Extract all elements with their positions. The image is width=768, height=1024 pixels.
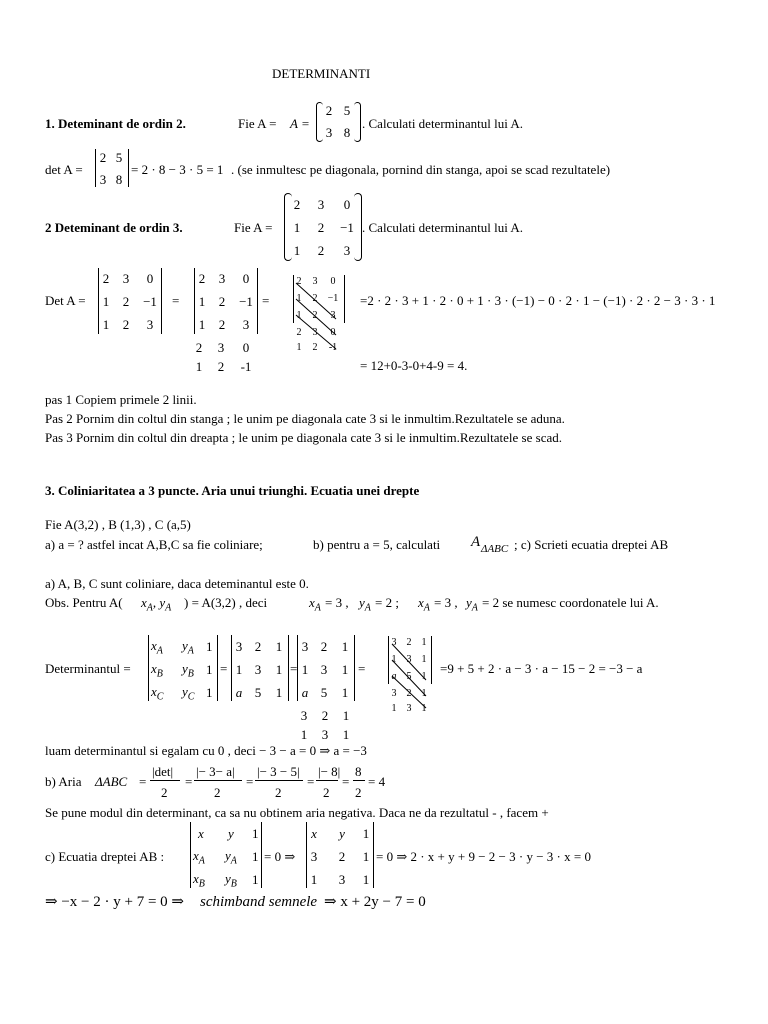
s2-sarrus-cell: 2: [312, 342, 318, 353]
s2-det1-cell: −1: [143, 294, 157, 309]
s1-det-cell: 2: [99, 150, 107, 165]
s3-c-calc: = 0 ⇒ 2 · x + y + 9 − 2 − 3 · y − 3 · x = 0: [376, 849, 591, 864]
frac-bar: [316, 780, 338, 781]
det-cell: 1: [206, 662, 213, 677]
det-cell: $x_A$: [151, 638, 163, 657]
frac-numerator: |− 3− a|: [196, 764, 235, 779]
s2-matrix-cell: 0: [343, 197, 351, 212]
s3-extra-cell: 1: [342, 727, 350, 742]
frac-bar: [194, 780, 242, 781]
s3-extra-cell: 1: [342, 708, 350, 723]
diagonal-line: [392, 660, 426, 696]
s2-calc: =2 · 2 · 3 + 1 · 2 · 0 + 1 · 3 · (−1) − 0 · 2 · 1 − (−1) · 2 · 2 − 3 · 3 · 1: [360, 293, 716, 308]
det-cell: $y_A$: [225, 848, 237, 867]
xa-symbol: $x_A$: [418, 595, 430, 614]
det-cell: 1: [275, 639, 283, 654]
s2-sarrus-cell: 3: [330, 310, 336, 321]
s2-sarrus-cell: -1: [328, 342, 338, 353]
ya-symbol: $y_A$: [359, 595, 371, 614]
s3-sarrus-cell: 1: [421, 688, 427, 699]
s1-matrix-cell: 3: [325, 125, 333, 140]
diagonal-line: [392, 644, 426, 680]
s1-matrix-cell: 2: [325, 103, 333, 118]
s1-note: . (se inmultesc pe diagonala, pornind din stanga, apoi se scad rezultatele): [231, 162, 611, 177]
s3-points: Fie A(3,2) , B (1,3) , C (a,5): [45, 517, 191, 532]
s3-sarrus-cell: 1: [391, 654, 397, 665]
s1-task: . Calculati determinantul lui A.: [362, 116, 524, 131]
s2-det1-cell: 3: [122, 271, 130, 286]
c-eq0: = 0 ⇒: [264, 849, 296, 864]
s2-extra-cell: 3: [217, 340, 225, 355]
equals-sign: =: [290, 661, 298, 676]
s1-matrix-cell: 8: [343, 125, 351, 140]
s3-det-label: Determinantul =: [45, 661, 131, 676]
det-cell: 1: [310, 872, 318, 887]
s3-sarrus-diagonals: [388, 636, 438, 716]
s3-sarrus-cell: 5: [406, 671, 412, 682]
s3-aria-label: b) Aria: [45, 774, 82, 789]
s3-sarrus-cell: 1: [421, 703, 427, 714]
det-cell: 5: [320, 685, 328, 700]
s2-matrix-cell: 3: [343, 243, 351, 258]
s3-final-2: schimband semnele: [200, 894, 318, 910]
s3-c-label: c) Ecuatia dreptei AB :: [45, 849, 165, 864]
s3-obs-1: Obs. Pentru A(: [45, 595, 123, 610]
s1-det-cell: 3: [99, 172, 107, 187]
s2-sarrus-cell: 3: [312, 276, 318, 287]
diagonal-line: [296, 299, 336, 335]
det-cell: 1: [275, 685, 283, 700]
det-cell: 2: [338, 849, 346, 864]
s1-matrix-cell: 5: [343, 103, 351, 118]
area-subscript: ΔABC: [481, 543, 509, 555]
s3-answer-a: a) A, B, C sunt coliniare, daca deteminantul este 0.: [45, 576, 309, 591]
equals-sign: =: [262, 293, 270, 308]
det-cell: $y_B$: [225, 871, 237, 890]
s3-question-b: b) pentru a = 5, calculati: [313, 537, 441, 552]
s3-question-a: a) a = ? astfel incat A,B,C sa fie coliniare;: [45, 537, 263, 552]
s3-final-3: ⇒ x + 2y − 7 = 0: [324, 894, 426, 910]
det-cell: 3: [235, 639, 243, 654]
s3-conclusion: luam determinantul si egalam cu 0 , deci − 3 − a = 0 ⇒ a = −3: [45, 743, 367, 758]
s1-det-cell: 8: [115, 172, 123, 187]
frac-denominator: 2: [214, 785, 221, 800]
s2-sarrus-cell: 2: [296, 327, 302, 338]
det-cell: 1: [341, 662, 349, 677]
s2-step: Pas 3 Pornim din coltul din dreapta ; le unim pe diagonala cate 3 si le inmultim.Rezultatele se scad.: [45, 430, 562, 445]
equals-sign: =: [139, 774, 147, 789]
xa-symbol: $x_A$, $y_A$: [141, 595, 172, 614]
s2-extra-cell: 1: [195, 359, 203, 374]
frac-denominator: 2: [355, 785, 362, 800]
s3-modul-note: Se pune modul din determinant, ca sa nu obtinem aria negativa. Daca ne da rezultatul - , facem +: [45, 805, 549, 820]
s2-extra-cell: 2: [195, 340, 203, 355]
s1-fie-label: Fie A =: [238, 116, 277, 131]
frac-bar: [150, 780, 180, 781]
s2-extra-cell: -1: [240, 359, 252, 374]
det-cell: $x_B$: [193, 871, 205, 890]
ya-symbol: $y_A$: [466, 595, 478, 614]
frac-denominator: 2: [275, 785, 282, 800]
equals-sign: =: [185, 774, 193, 789]
s1-calc: = 2 · 8 − 3 · 5 = 1: [131, 162, 224, 177]
det-cell: 1: [252, 826, 259, 841]
s3-obs-2: ) = A(3,2) , deci: [184, 595, 268, 610]
s2-matrix-cell: −1: [340, 220, 354, 235]
s3-sarrus-cell: 2: [406, 688, 412, 699]
s3-question-c: ; c) Scrieti ecuatia dreptei AB: [514, 537, 669, 552]
s3-obs-4: = 2 ;: [375, 595, 399, 610]
det-cell: 1: [252, 849, 259, 864]
equals-sign: =: [172, 293, 180, 308]
s2-extra-cell: 2: [217, 359, 225, 374]
s2-right-paren: [354, 193, 362, 261]
s2-det1-cell: 1: [102, 294, 110, 309]
det-cell: $y_A$: [182, 638, 194, 657]
s2-det1-cell: 3: [146, 317, 154, 332]
section-2-heading: 2 Deteminant de ordin 3.: [45, 220, 183, 235]
det-cell: y: [228, 826, 234, 841]
s3-sarrus-cell: 1: [421, 637, 427, 648]
s3-extra-cell: 1: [300, 727, 308, 742]
det-cell: 1: [206, 639, 213, 654]
det-cell: 1: [301, 662, 309, 677]
equals-sign: =: [220, 661, 228, 676]
s3-sarrus-cell: 3: [391, 637, 397, 648]
xa-symbol: $x_A$: [309, 595, 321, 614]
s3-sarrus-cell: 3: [391, 688, 397, 699]
s2-step: pas 1 Copiem primele 2 linii.: [45, 392, 197, 407]
s2-det2-cell: 1: [198, 294, 206, 309]
det-cell: 1: [235, 662, 243, 677]
s2-det2-cell: 2: [198, 271, 206, 286]
s2-det1-cell: 2: [122, 294, 130, 309]
frac-numerator: 8: [355, 764, 362, 779]
det-cell: $x_C$: [151, 684, 164, 703]
diagonal-line: [392, 676, 426, 708]
det-cell: 1: [362, 826, 370, 841]
s2-matrix-cell: 3: [317, 197, 325, 212]
det-cell: 5: [254, 685, 262, 700]
area-symbol: A: [471, 534, 481, 550]
s3-obs-5: = 3 ,: [434, 595, 458, 610]
s1-det-cell: 5: [115, 150, 123, 165]
s2-fie-label: Fie A =: [234, 220, 273, 235]
det-cell: 3: [254, 662, 262, 677]
s2-sarrus-cell: 1: [296, 293, 302, 304]
det-cell: 1: [362, 849, 370, 864]
frac-numerator: |det|: [152, 764, 174, 779]
s2-matrix-cell: 2: [317, 243, 325, 258]
diagonal-line: [296, 283, 336, 319]
det-cell: 1: [252, 872, 259, 887]
s2-sarrus-cell: 2: [296, 276, 302, 287]
s2-det1-cell: 2: [122, 317, 130, 332]
s3-obs-6: = 2 se numesc coordonatele lui A.: [482, 595, 659, 610]
frac-numerator: |− 3 − 5|: [257, 764, 300, 779]
s3-extra-cell: 3: [321, 727, 329, 742]
det-cell: 3: [301, 639, 309, 654]
s2-matrix-cell: 1: [293, 220, 301, 235]
s1-det-label: det A =: [45, 162, 83, 177]
s2-det2-cell: 2: [218, 317, 226, 332]
det-cell: 3: [320, 662, 328, 677]
s2-matrix-cell: 2: [293, 197, 301, 212]
det-cell: 1: [362, 872, 370, 887]
equals-sign: =: [246, 774, 254, 789]
s3-sarrus-cell: a: [391, 671, 397, 682]
s2-step: Pas 2 Pornim din coltul din stanga ; le unim pe diagonala cate 3 si le inmultim.Rezultatele se aduna.: [45, 411, 565, 426]
det-cell: 2: [320, 639, 328, 654]
frac-bar: [353, 780, 365, 781]
frac-denominator: 2: [323, 785, 330, 800]
frac-bar: [255, 780, 303, 781]
det-cell: 3: [338, 872, 346, 887]
s3-sarrus-cell: 1: [391, 703, 397, 714]
s3-sarrus-cell: 1: [421, 654, 427, 665]
s3-obs-3: = 3 ,: [325, 595, 349, 610]
det-cell: 1: [341, 685, 349, 700]
s2-matrix-cell: 2: [317, 220, 325, 235]
s2-task: . Calculati determinantul lui A.: [362, 220, 524, 235]
s3-sarrus-cell: 1: [421, 671, 427, 682]
s1-a-label: A =: [290, 116, 310, 131]
s2-sarrus-cell: 3: [312, 327, 318, 338]
det-cell: $y_B$: [182, 661, 194, 680]
s2-sarrus-cell: 0: [330, 327, 336, 338]
s2-sarrus-cell: 2: [312, 293, 318, 304]
equals-sign: =: [342, 774, 350, 789]
section-1-heading: 1. Deteminant de ordin 2.: [45, 116, 186, 131]
s3-extra-cell: 2: [321, 708, 329, 723]
det-cell: a: [235, 685, 243, 700]
s3-calc: =9 + 5 + 2 · a − 3 · a − 15 − 2 = −3 − a: [440, 661, 643, 676]
s2-det2-cell: 3: [218, 271, 226, 286]
s2-result: = 12+0-3-0+4-9 = 4.: [360, 358, 468, 373]
s2-sarrus-cell: 1: [296, 310, 302, 321]
det-cell: 1: [206, 685, 213, 700]
aria-result: = 4: [368, 774, 386, 789]
section-3-heading: 3. Coliniaritatea a 3 puncte. Aria unui triunghi. Ecuatia unei drepte: [45, 483, 420, 498]
s3-extra-cell: 3: [300, 708, 308, 723]
equals-sign: =: [307, 774, 315, 789]
det-cell: a: [301, 685, 309, 700]
s3-sarrus-cell: 3: [406, 703, 412, 714]
det-cell: 1: [341, 639, 349, 654]
s2-det1-cell: 2: [102, 271, 110, 286]
equals-sign: =: [358, 661, 366, 676]
s2-sarrus-cell: 1: [296, 342, 302, 353]
s2-det1-cell: 1: [102, 317, 110, 332]
det-cell: y: [339, 826, 345, 841]
det-cell: 2: [254, 639, 262, 654]
s2-sarrus-diagonals: [292, 275, 352, 355]
det-cell: 3: [310, 849, 318, 864]
s2-sarrus-cell: −1: [327, 293, 339, 304]
det-cell: $y_C$: [182, 684, 195, 703]
s2-det2-cell: 1: [198, 317, 206, 332]
s2-sarrus-cell: 0: [330, 276, 336, 287]
s3-sarrus-cell: 3: [406, 654, 412, 665]
s1-right-paren: [354, 102, 361, 142]
det-cell: x: [198, 826, 204, 841]
det-cell: $x_B$: [151, 661, 163, 680]
s3-final-1: ⇒ −x − 2 · y + 7 = 0 ⇒: [45, 894, 184, 910]
aria-triangle: ΔABC: [95, 774, 128, 789]
det-cell: x: [311, 826, 317, 841]
s2-det2-cell: 2: [218, 294, 226, 309]
det-cell: $x_A$: [193, 848, 205, 867]
det-cell: 1: [275, 662, 283, 677]
s2-det2-cell: −1: [239, 294, 253, 309]
diagonal-line: [296, 315, 336, 349]
page-title: DETERMINANTI: [272, 66, 371, 81]
s2-sarrus-cell: 2: [312, 310, 318, 321]
s2-det1-cell: 0: [146, 271, 154, 286]
frac-denominator: 2: [161, 785, 168, 800]
s2-det2-cell: 0: [242, 271, 250, 286]
s3-sarrus-cell: 2: [406, 637, 412, 648]
s2-det2-cell: 3: [242, 317, 250, 332]
s2-extra-cell: 0: [242, 340, 250, 355]
s2-matrix-cell: 1: [293, 243, 301, 258]
frac-numerator: |− 8|: [318, 764, 341, 779]
s2-det-label: Det A =: [45, 293, 86, 308]
